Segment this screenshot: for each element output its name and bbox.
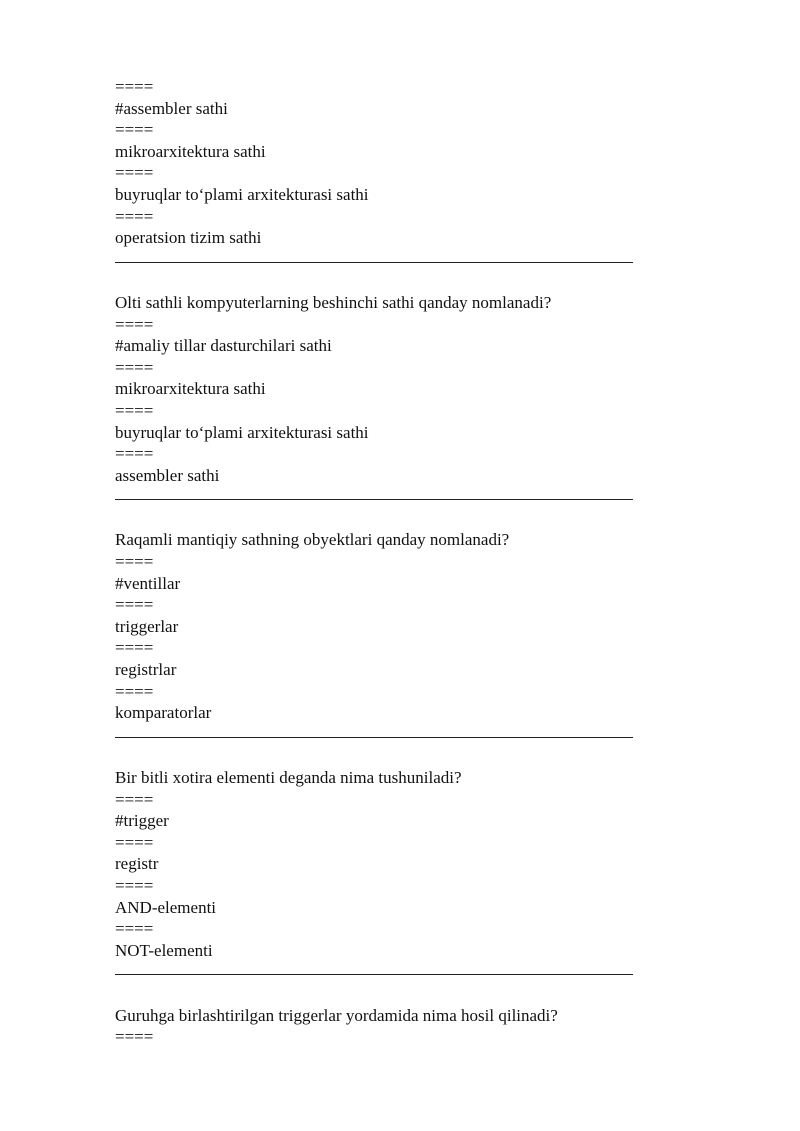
blank-line — [115, 270, 635, 292]
answer-separator: ==== — [115, 77, 154, 96]
question-text: Olti sathli kompyuterlarning beshinchi sathi qanday nomlanadi? — [115, 292, 552, 312]
answer-separator: ==== — [115, 357, 154, 377]
answer-option: #assembler sathi — [115, 98, 228, 118]
question-divider — [115, 724, 635, 746]
answer-option: buyruqlar to‘plami arxitekturasi sathi — [115, 184, 369, 204]
answer-separator: ==== — [115, 919, 154, 939]
question-text: Bir bitli xotira elementi deganda nima tushuniladi? — [115, 768, 462, 787]
answer-option: #amaliy tillar dasturchilari sathi — [115, 336, 332, 356]
question-divider — [115, 486, 635, 508]
answer-separator: ==== — [115, 444, 154, 464]
blank-line — [115, 983, 635, 1005]
question-divider — [115, 249, 635, 271]
answer-option: mikroarxitektura sathi — [115, 141, 266, 161]
answer-separator: ==== — [115, 163, 154, 183]
answer-separator: ==== — [115, 206, 154, 226]
answer-separator: ==== — [115, 120, 154, 140]
answer-separator: ==== — [115, 400, 154, 420]
divider-line — [115, 737, 633, 738]
answer-option: operatsion tizim sathi — [115, 228, 262, 248]
question-text: Raqamli mantiqiy sathning obyektlari qanday nomlanadi? — [115, 530, 510, 550]
answer-separator: ==== — [115, 638, 154, 658]
answer-option: NOT-elementi — [115, 940, 213, 960]
answer-separator: ==== — [115, 314, 154, 334]
divider-line — [115, 499, 633, 500]
document-page — [115, 76, 635, 1048]
answer-separator: ==== — [115, 595, 154, 615]
answer-option: buyruqlar to‘plami arxitekturasi sathi — [115, 422, 369, 442]
answer-option: #trigger — [115, 811, 169, 831]
answer-option: assembler sathi — [115, 465, 220, 485]
answer-option: registr — [115, 854, 159, 874]
answer-option: AND-elementi — [115, 897, 217, 917]
blank-line — [115, 745, 635, 767]
answer-separator: ==== — [115, 681, 154, 701]
answer-option: #ventillar — [115, 573, 181, 593]
answer-separator: ==== — [115, 789, 154, 809]
divider-line — [115, 974, 633, 975]
question-text: Guruhga birlashtirilgan triggerlar yordamida nima hosil qilinadi? — [115, 1005, 558, 1025]
blank-line — [115, 508, 635, 530]
answer-separator: ==== — [115, 875, 154, 895]
question-divider — [115, 961, 635, 983]
answer-separator: ==== — [115, 832, 154, 852]
answer-option: registrlar — [115, 660, 177, 680]
answer-option: komparatorlar — [115, 703, 212, 723]
divider-line — [115, 262, 633, 263]
answer-option: mikroarxitektura sathi — [115, 379, 266, 399]
answer-separator: ==== — [115, 552, 154, 572]
answer-separator: ==== — [115, 1027, 154, 1047]
answer-option: triggerlar — [115, 616, 179, 636]
